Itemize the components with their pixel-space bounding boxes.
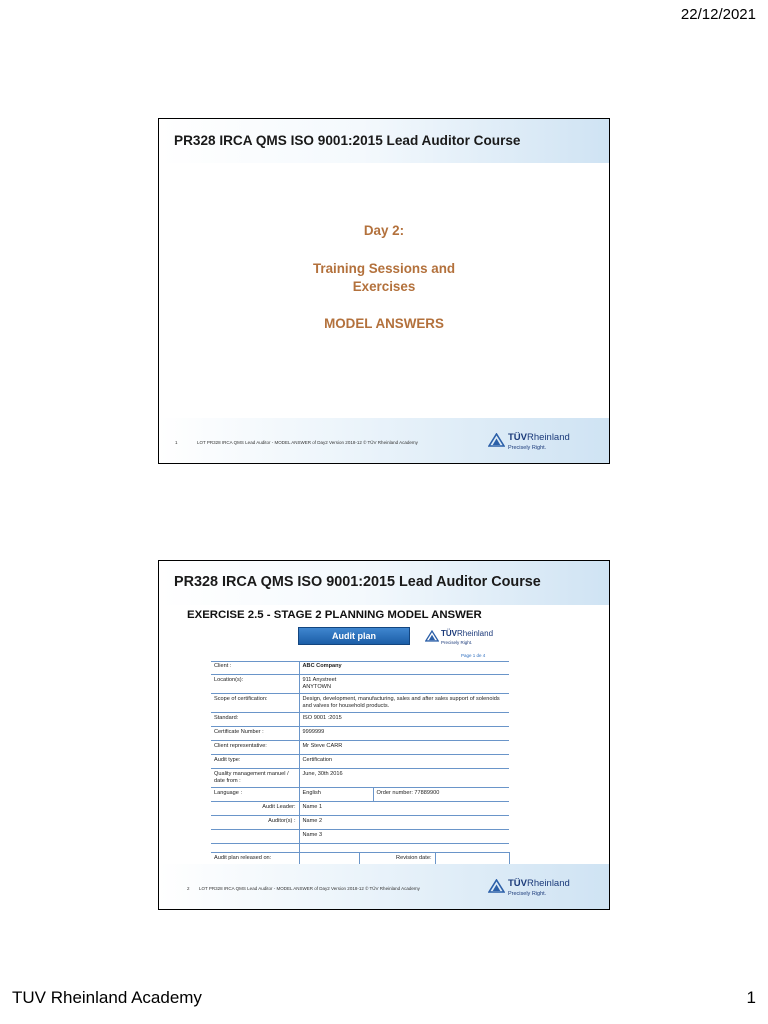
certificate-label: Certificate Number : <box>211 727 299 741</box>
manual-value: June, 30th 2016 <box>299 769 509 788</box>
location-label: Location(s): <box>211 675 299 694</box>
empty-cell <box>211 844 299 853</box>
language-label: Language : <box>211 788 299 802</box>
revision-label: Revision date: <box>359 853 435 867</box>
slide-header <box>159 561 609 605</box>
standard-label: Standard: <box>211 713 299 727</box>
audit-type-value: Certification <box>299 755 509 769</box>
slide-footer-text: LOT PR328 IRCA QMS Lead Auditor - MODEL ANSWER of Day2 Version 2018-12 © TÜV Rheinland Academy <box>199 886 420 891</box>
table-row <box>211 661 509 675</box>
table-row <box>211 727 509 741</box>
slide-1 <box>158 118 610 464</box>
slide-number: 1 <box>175 440 178 445</box>
tuv-triangle-icon <box>425 630 439 642</box>
session-title-line1: Training Sessions and <box>312 261 456 276</box>
auditors-empty <box>211 830 299 844</box>
auditors-label: Auditor(s) : <box>211 816 299 830</box>
audit-plan-button: Audit plan <box>298 627 410 645</box>
slide-header <box>159 119 609 163</box>
logo-brand: TÜVRheinland <box>508 432 570 443</box>
day-title: Day 2: <box>363 223 405 238</box>
location-line1: 911 Anystreet <box>302 677 337 683</box>
scope-label: Scope of certification: <box>211 694 299 713</box>
exercise-title: EXERCISE 2.5 - STAGE 2 PLANNING MODEL ANSWER <box>187 609 482 621</box>
tuv-triangle-icon <box>488 433 505 447</box>
table-row <box>211 788 509 802</box>
table-row <box>211 741 509 755</box>
page-footer-academy: TUV Rheinland Academy <box>12 988 202 1007</box>
representative-label: Client representative: <box>211 741 299 755</box>
audit-type-label: Audit type: <box>211 755 299 769</box>
slide-2 <box>158 560 610 910</box>
tuv-triangle-icon <box>488 879 505 893</box>
scope-value: Design, development, manufacturing, sales and after sales support of solenoids and valves for household products. <box>299 694 509 713</box>
table-row <box>211 755 509 769</box>
table-row <box>211 675 509 694</box>
tuv-rheinland-logo <box>488 430 583 456</box>
model-answers-title: MODEL ANSWERS <box>324 316 444 331</box>
empty-cell <box>299 844 509 853</box>
session-title <box>159 260 609 296</box>
client-value: ABC Company <box>299 661 509 675</box>
logo-brand: TÜVRheinland <box>508 878 570 889</box>
audit-plan-form <box>211 661 510 867</box>
table-row <box>211 816 509 830</box>
manual-label: Quality management manuel / date from : <box>211 769 299 788</box>
page-number: 1 <box>746 988 756 1007</box>
audit-leader-value: Name 1 <box>299 802 509 816</box>
tuv-rheinland-logo <box>488 876 583 902</box>
table-row <box>211 802 509 816</box>
page-date: 22/12/2021 <box>680 6 756 23</box>
slide-footer <box>159 864 609 909</box>
slide-number: 2 <box>187 886 190 891</box>
session-title-line2: Exercises <box>352 279 416 294</box>
language-value: English <box>299 788 373 802</box>
logo-tagline: Precisely Right. <box>441 640 473 645</box>
auditor-2-value: Name 2 <box>299 816 509 830</box>
standard-value: ISO 9001 :2015 <box>299 713 509 727</box>
audit-leader-label: Audit Leader: <box>211 802 299 816</box>
table-row <box>211 713 509 727</box>
logo-brand: TÜVRheinland <box>441 629 494 638</box>
location-line2: ANYTOWN <box>302 684 331 690</box>
page-indicator: Page 1 de 4 <box>461 653 486 658</box>
released-label: Audit plan released on: <box>211 853 299 867</box>
slide-title: PR328 IRCA QMS ISO 9001:2015 Lead Auditor Course <box>174 133 521 148</box>
location-value <box>299 675 509 694</box>
certificate-value: 9999999 <box>299 727 509 741</box>
order-number: Order number: 77889900 <box>373 788 509 802</box>
logo-tagline: Precisely Right. <box>508 891 547 897</box>
auditor-3-value: Name 3 <box>299 830 509 844</box>
representative-value: Mr Steve CARR <box>299 741 509 755</box>
slide-footer-text: LOT PR328 IRCA QMS Lead Auditor - MODEL ANSWER of Day2 Version 2018-12 © TÜV Rheinland Academy <box>197 440 418 445</box>
table-row <box>211 830 509 844</box>
logo-tagline: Precisely Right. <box>508 445 547 451</box>
client-label: Client : <box>211 661 299 675</box>
slide-title: PR328 IRCA QMS ISO 9001:2015 Lead Auditor Course <box>174 574 541 590</box>
slide-footer <box>159 418 609 463</box>
table-row <box>211 694 509 713</box>
tuv-rheinland-logo-small <box>425 627 505 653</box>
table-row <box>211 844 509 853</box>
table-row <box>211 769 509 788</box>
